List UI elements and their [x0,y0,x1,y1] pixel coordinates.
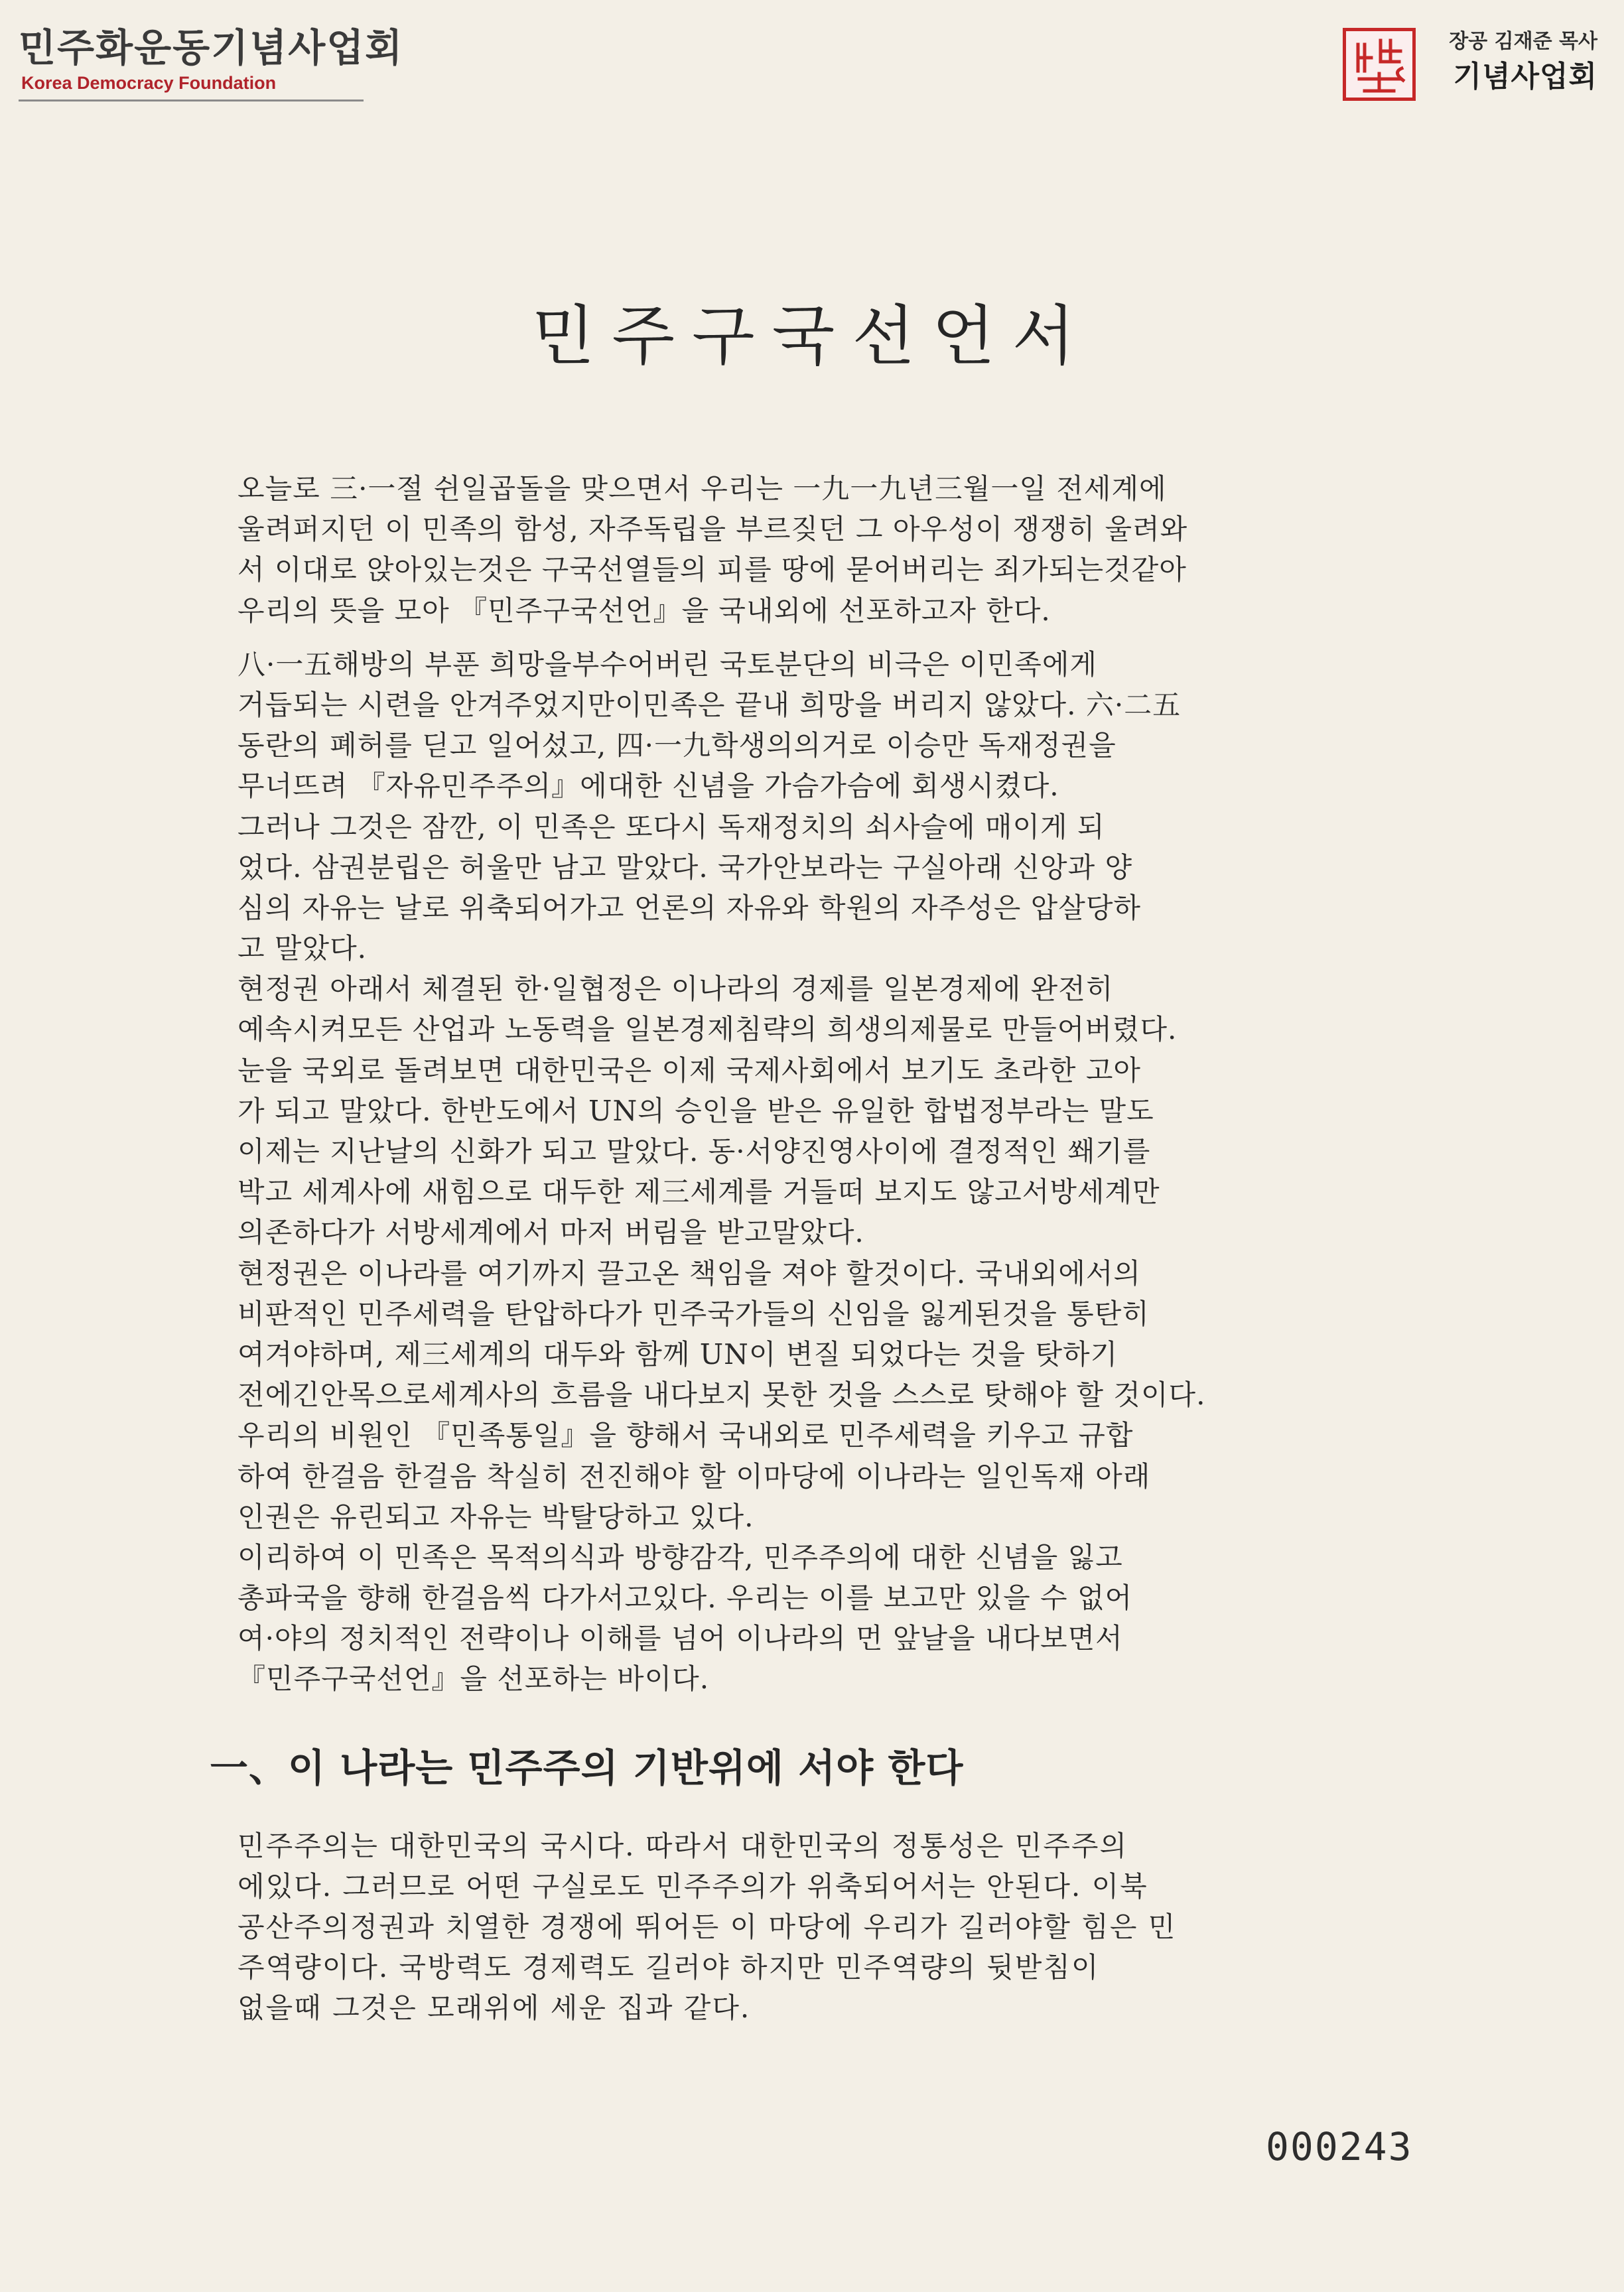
text-line: 여겨야하며, 제三세계의 대두와 함께 UN이 변질 되었다는 것을 탓하기 [237,1337,1118,1371]
text-line: 현정권 아래서 체결된 한·일협정은 이나라의 경제를 일본경제에 완전히 [237,973,1114,1006]
text-line: 인권은 유린되고 자유는 박탈당하고 있다. [237,1500,754,1533]
text-line: 거듭되는 시련을 안겨주었지만이민족은 끝내 희망을 버리지 않았다. 六·二五 [237,688,1182,721]
text-line: 예속시켜모든 산업과 노동력을 일본경제침략의 희생의제물로 만들어버렸다. [237,1013,1178,1046]
text-line: 박고 세계사에 새힘으로 대두한 제三세계를 거들떠 보지도 않고서방세계만 [237,1176,1160,1209]
text-line: 고 말았다. [237,932,367,965]
text-line: 었다. 삼권분립은 허울만 남고 말았다. 국가안보라는 구실아래 신앙과 양 [237,850,1133,884]
text-line: 울려퍼지던 이 민족의 함성, 자주독립을 부르짖던 그 아우성이 쟁쟁히 울려와 [237,513,1188,546]
text-line: 비판적인 민주세력을 탄압하다가 민주국가들의 신임을 잃게된것을 통탄히 [237,1297,1150,1330]
text-line: 서 이대로 앉아있는것은 구국선열들의 피를 땅에 묻어버리는 죄가되는것같아 [237,553,1187,586]
text-line: 총파국을 향해 한걸음씩 다가서고있다. 우리는 이를 보고만 있을 수 없어 [237,1582,1133,1615]
jg-memorial-logo [1432,27,1597,97]
text-line: 이리하여 이 민족은 목적의식과 방향감각, 민주주의에 대한 신념을 잃고 [237,1540,1123,1574]
kdf-logo-english: Korea Democracy Foundation [21,73,277,93]
text-line: 여·야의 정치적인 전략이나 이해를 넘어 이나라의 먼 앞날을 내다보면서 [237,1622,1123,1655]
text-line: 없을때 그것은 모래위에 세운 집과 같다. [237,1991,751,2025]
text-line: 에있다. 그러므로 어떤 구실로도 민주주의가 위축되어서는 안된다. 이북 [237,1869,1148,1903]
text-line: 八·一五해방의 부푼 희망을부수어버린 국토분단의 비극은 이민족에게 [237,647,1097,681]
text-line: 가 되고 말았다. 한반도에서 UN의 승인을 받은 유일한 합법정부라는 말도 [237,1094,1154,1127]
section1-body [237,1826,1458,2029]
text-line: 전에긴안목으로세계사의 흐름을 내다보지 못한 것을 스스로 탓해야 할 것이다. [237,1379,1206,1412]
changgong-seal-icon [1343,28,1416,101]
text-line: 눈을 국외로 돌려보면 대한민국은 이제 국제사회에서 보기도 초라한 고아 [237,1053,1141,1087]
text-line: 민주주의는 대한민국의 국시다. 따라서 대한민국의 정통성은 민주주의 [237,1829,1128,1862]
header-divider [19,100,364,101]
section-heading: 一、이 나라는 민주주의 기반위에 서야 한다 [210,1745,964,1790]
text-line: 의존하다가 서방세계에서 마저 버림을 받고말았다. [237,1216,864,1249]
text-line: 무너뜨려 『자유민주주의』에대한 신념을 가슴가슴에 회생시켰다. [237,770,1059,803]
kdf-logo-korean: 민주화운동기념사업회 [19,25,404,70]
paragraph [237,468,1458,631]
document-body [210,468,1458,2029]
kdf-logo [19,24,403,94]
text-line: 동란의 폐허를 딛고 일어섰고, 四·一九학생의의거로 이승만 독재정권을 [237,729,1116,762]
text-line: 주역량이다. 국방력도 경제력도 길러야 하지만 민주역량의 뒷받침이 [237,1951,1100,1984]
text-line: 하여 한걸음 한걸음 착실히 전진해야 할 이마당에 이나라는 일인독재 아래 [237,1459,1151,1493]
jg-logo-line1: 장공 김재준 목사 [1449,30,1597,53]
jg-logo-line2: 기념사업회 [1453,60,1597,94]
text-line: 우리의 비원인 『민족통일』을 향해서 국내외로 민주세력을 키우고 규합 [237,1419,1134,1452]
intro-section [237,468,1458,1700]
text-line: 공산주의정권과 치열한 경쟁에 뛰어든 이 마당에 우리가 길러야할 힘은 민 [237,1911,1177,1943]
text-line: 이제는 지난날의 신화가 되고 말았다. 동·서양진영사이에 결정적인 쐐기를 [237,1135,1151,1168]
text-line: 현정권은 이나라를 여기까지 끌고온 책임을 져야 할것이다. 국내외에서의 [237,1256,1141,1290]
text-line: 심의 자유는 날로 위축되어가고 언론의 자유와 학원의 자주성은 압살당하 [237,891,1141,924]
text-line: 『민주구국선언』을 선포하는 바이다. [237,1662,710,1696]
text-line: 그러나 그것은 잠깐, 이 민족은 또다시 독재정치의 쇠사슬에 매이게 되 [237,810,1105,843]
page-number: 000243 [1266,2124,1413,2169]
text-line: 우리의 뜻을 모아 『민주구국선언』을 국내외에 선포하고자 한다. [237,594,1051,627]
seal-glyph [1346,31,1412,98]
text-line: 오늘로 三·一절 쉰일곱돌을 맞으면서 우리는 一九一九년三월一일 전세계에 [237,472,1167,505]
document-title: 민주구국선언서 [531,299,1093,374]
paragraph [237,644,1458,1700]
